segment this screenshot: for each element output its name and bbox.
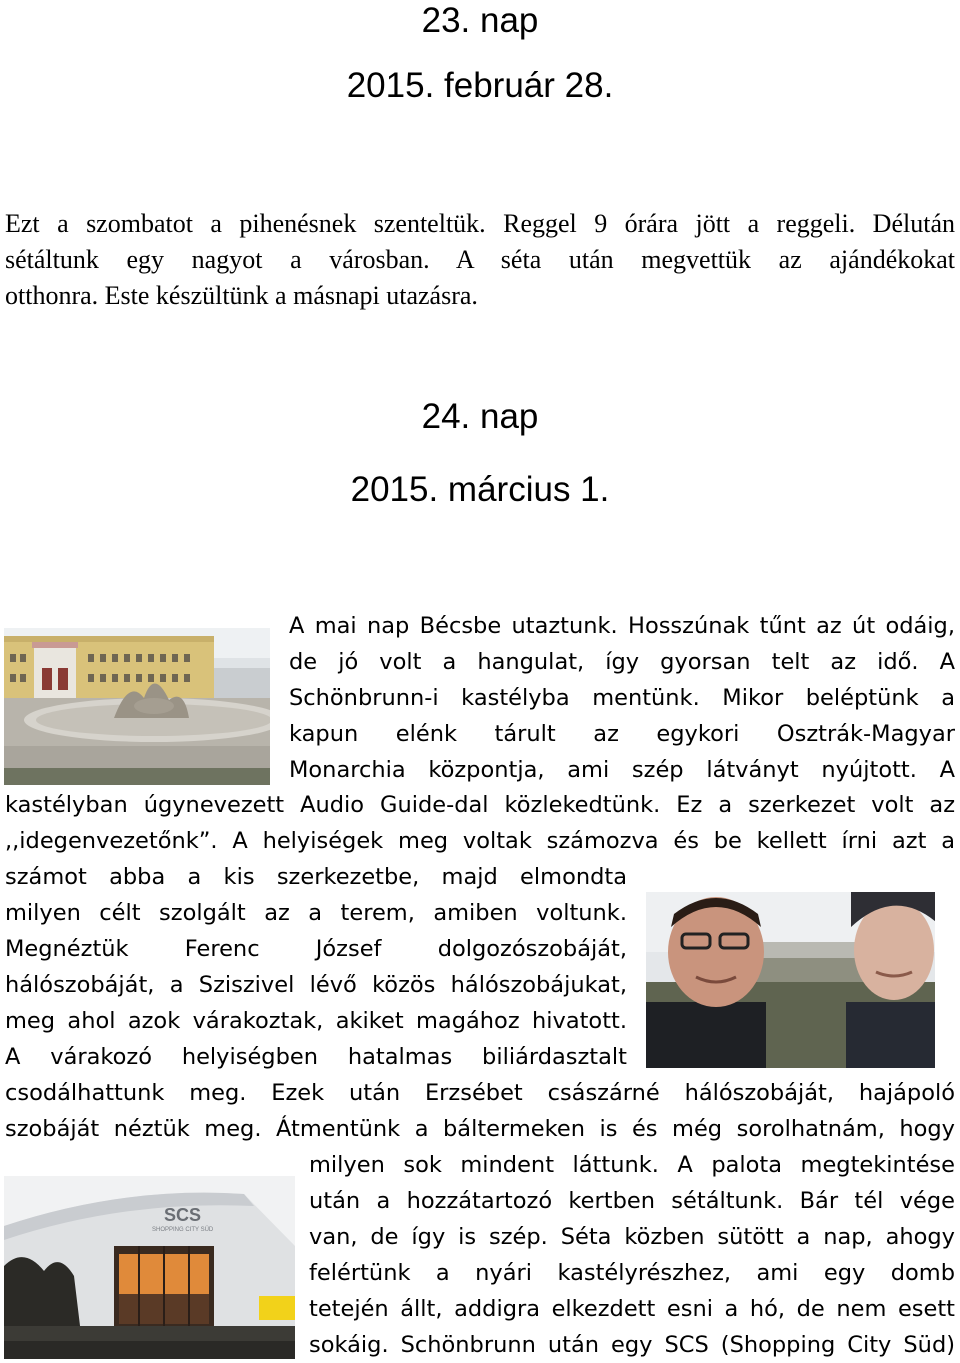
text-line: meg ahol azok várakoztak, akiket magához hivatott. <box>5 1008 627 1034</box>
scs-sign-text: SCS <box>164 1205 202 1225</box>
text-line: sokáig. Schönbrunn után egy SCS (Shopping City Süd) <box>309 1332 955 1358</box>
text-line: milyen sok mindent láttunk. A palota megtekintése <box>309 1152 955 1178</box>
text-line: milyen célt szolgált az a terem, amiben voltunk. <box>5 900 627 926</box>
text-line: ,,idegenvezetőnk”. A helyiségek meg voltak számozva és be kellett írni azt a <box>5 828 955 854</box>
text-line: kapun elénk tárult az egykori Osztrák-Magyar <box>289 721 955 747</box>
text-line: A mai nap Bécsbe utaztunk. Hosszúnak tűnt az út odáig, <box>289 613 955 639</box>
text-line: után a hozzátartozó kertben sétáltunk. Bár tél vége <box>309 1188 955 1214</box>
text-line: tetején állt, addigra elkezdett esni a hó, de nem esett <box>309 1296 955 1322</box>
scs-sign-subtext: SHOPPING CITY SÜD <box>152 1227 214 1233</box>
text-line: szobáját néztük meg. Átmentünk a báltermeken is és még sorolhatnám, hogy <box>5 1116 955 1142</box>
text-line: Monarchia központja, ami szép látványt nyújtott. A <box>289 757 955 783</box>
selfie-photo <box>646 892 935 1068</box>
text-line: Megnéztük Ferenc József dolgozószobáját, <box>5 936 627 962</box>
text-line: van, de így is szép. Séta közben sütött a nap, ahogy <box>309 1224 955 1250</box>
text-line: sétáltunk egy nagyot a városban. A séta után megvettük az ajándékokat <box>5 245 955 274</box>
text-line: felértünk a nyári kastélyrészhez, ami egy domb <box>309 1260 955 1286</box>
schonbrunn-photo <box>4 628 270 785</box>
day23-heading: 23. nap <box>421 1 539 40</box>
text-line: A várakozó helyiségben hatalmas biliárdasztalt <box>5 1044 627 1070</box>
text-line: Schönbrunn-i kastélyba mentünk. Mikor beléptünk a <box>289 685 955 711</box>
day23-date: 2015. február 28. <box>346 66 614 105</box>
text-line: Ezt a szombatot a pihenésnek szenteltük. Reggel 9 órára jött a reggeli. Délután <box>5 209 955 238</box>
text-line: hálószobáját, a Sziszivel lévő közös hálószobájukat, <box>5 972 627 998</box>
two-boys-selfie-icon <box>646 892 935 1068</box>
scs-photo <box>4 1176 295 1359</box>
text-line: de jó volt a hangulat, így gyorsan telt az idő. A <box>289 649 955 675</box>
text-line: otthonra. Este készültünk a másnapi utazásra. <box>5 281 478 310</box>
text-line: számot abba a kis szerkezetbe, majd elmondta <box>5 864 627 890</box>
day24-date: 2015. március 1. <box>350 470 610 509</box>
day24-heading: 24. nap <box>421 397 539 436</box>
palace-fountain-icon <box>4 628 270 785</box>
text-line: csodálhattunk meg. Ezek után Erzsébet császárné hálószobáját, hajápoló <box>5 1080 955 1106</box>
text-line: kastélyban úgynevezett Audio Guide-dal közlekedtünk. Ez a szerkezet volt az <box>5 792 955 818</box>
shopping-center-icon <box>4 1176 295 1359</box>
